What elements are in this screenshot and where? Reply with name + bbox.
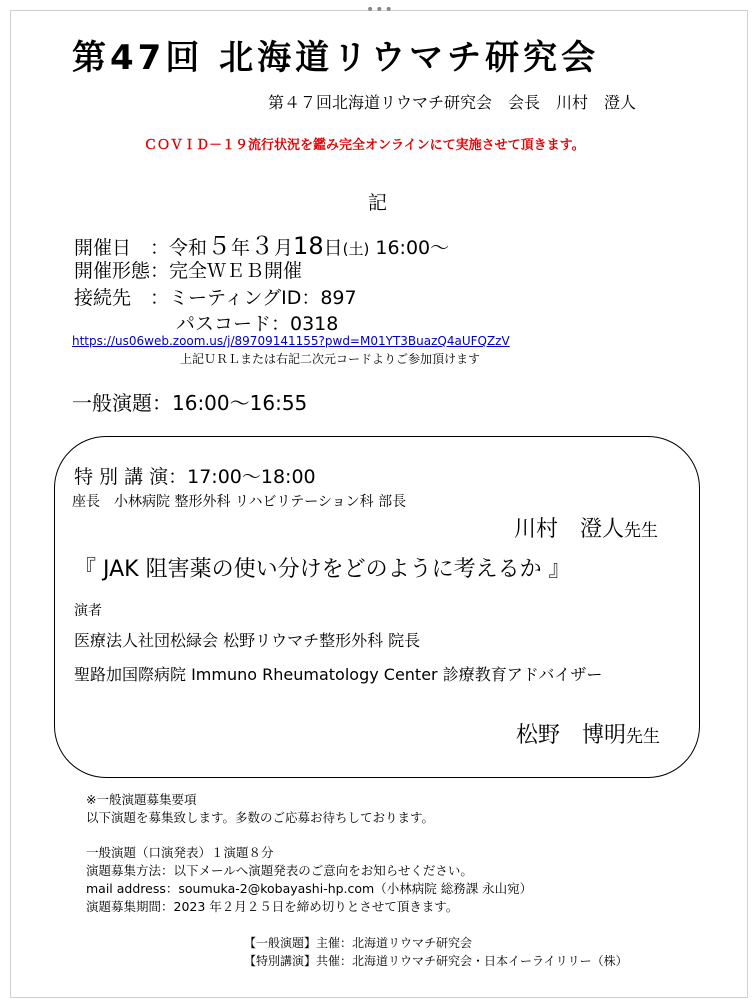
general-session-line: 一般演題：16:00～16:55 — [72, 391, 308, 415]
notes-line-4: mail address：soumuka-2@kobayashi-hp.com（小林病院 総務課 永山宛） — [86, 881, 533, 896]
passcode-line: パスコード：0318 — [176, 313, 339, 335]
date-day: 18 — [293, 232, 324, 260]
notes-line-3: 演題募集方法：以下メールへ演題発表のご意向をお知らせください。 — [86, 863, 473, 878]
chair-name-text: 川村 澄人 — [514, 517, 625, 542]
speaker-affiliation-1: 医療法人社団松緑会 松野リウマチ整形外科 院長 — [74, 631, 421, 650]
date-tsuki: 月 — [274, 237, 294, 259]
footer-line-2: 【特別講演】共催：北海道リウマチ研究会・日本イーライリリー（株） — [244, 954, 628, 968]
chair-name — [514, 512, 658, 543]
format-line: 開催形態：完全ＷＥＢ開催 — [74, 260, 303, 282]
date-month: ３ — [250, 232, 275, 260]
speaker-affiliation-2: 聖路加国際病院 Immuno Rheumatology Center 診療教育アドバイザー — [74, 665, 603, 684]
chair-line: 座長 小林病院 整形外科 リハビリテーション科 部長 — [72, 494, 407, 510]
ki-mark: 記 — [368, 192, 388, 214]
covid-notice: ＣＯＶＩＤ－１９流行状況を鑑み完全オンラインにて実施させて頂きます。 — [144, 138, 585, 153]
date-time: 16:00～ — [369, 237, 450, 259]
date-nichi: 日 — [323, 237, 343, 259]
notes-line-2: 一般演題（口演発表）１演題８分 — [86, 845, 274, 860]
notes-line-5: 演題募集期間：2023 年２月２５日を締め切りとさせて頂きます。 — [86, 899, 459, 914]
notes-heading: ※一般演題募集要項 — [86, 792, 197, 807]
speaker-name-text: 松野 博明 — [516, 723, 627, 748]
lecture-title: 『 JAK 阻害薬の使い分けをどのように考えるか 』 — [74, 557, 571, 582]
speaker-sensei: 先生 — [626, 727, 661, 747]
footer-line-1: 【一般演題】主催：北海道リウマチ研究会 — [244, 936, 473, 950]
speaker-name — [516, 718, 660, 749]
host-line: 第４７回北海道リウマチ研究会 会長 川村 澄人 — [268, 93, 637, 112]
connect-line: 接続先 ：ミーティングID：897 — [74, 287, 357, 309]
date-weekday: (土) — [342, 240, 370, 258]
date-nen: 年 — [231, 237, 251, 259]
date-year: ５ — [207, 232, 232, 260]
zoom-link[interactable]: https://us06web.zoom.us/j/89709141155?pwd=M01YT3BuazQ4aUFQZzV — [72, 334, 510, 348]
document-title: 第47回 北海道リウマチ研究会 — [72, 38, 600, 78]
url-note: 上記ＵＲＬまたは右記二次元コードよりご参加頂けます — [180, 352, 481, 366]
special-heading: 特 別 講 演：17:00～18:00 — [74, 466, 316, 488]
chair-sensei: 先生 — [624, 521, 659, 541]
more-options-icon[interactable]: ••• — [366, 2, 394, 18]
date-label: 開催日 ：令和 — [74, 237, 208, 259]
speaker-label: 演者 — [74, 603, 102, 619]
notes-line-1: 以下演題を募集致します。多数のご応募お待ちしております。 — [86, 810, 435, 825]
